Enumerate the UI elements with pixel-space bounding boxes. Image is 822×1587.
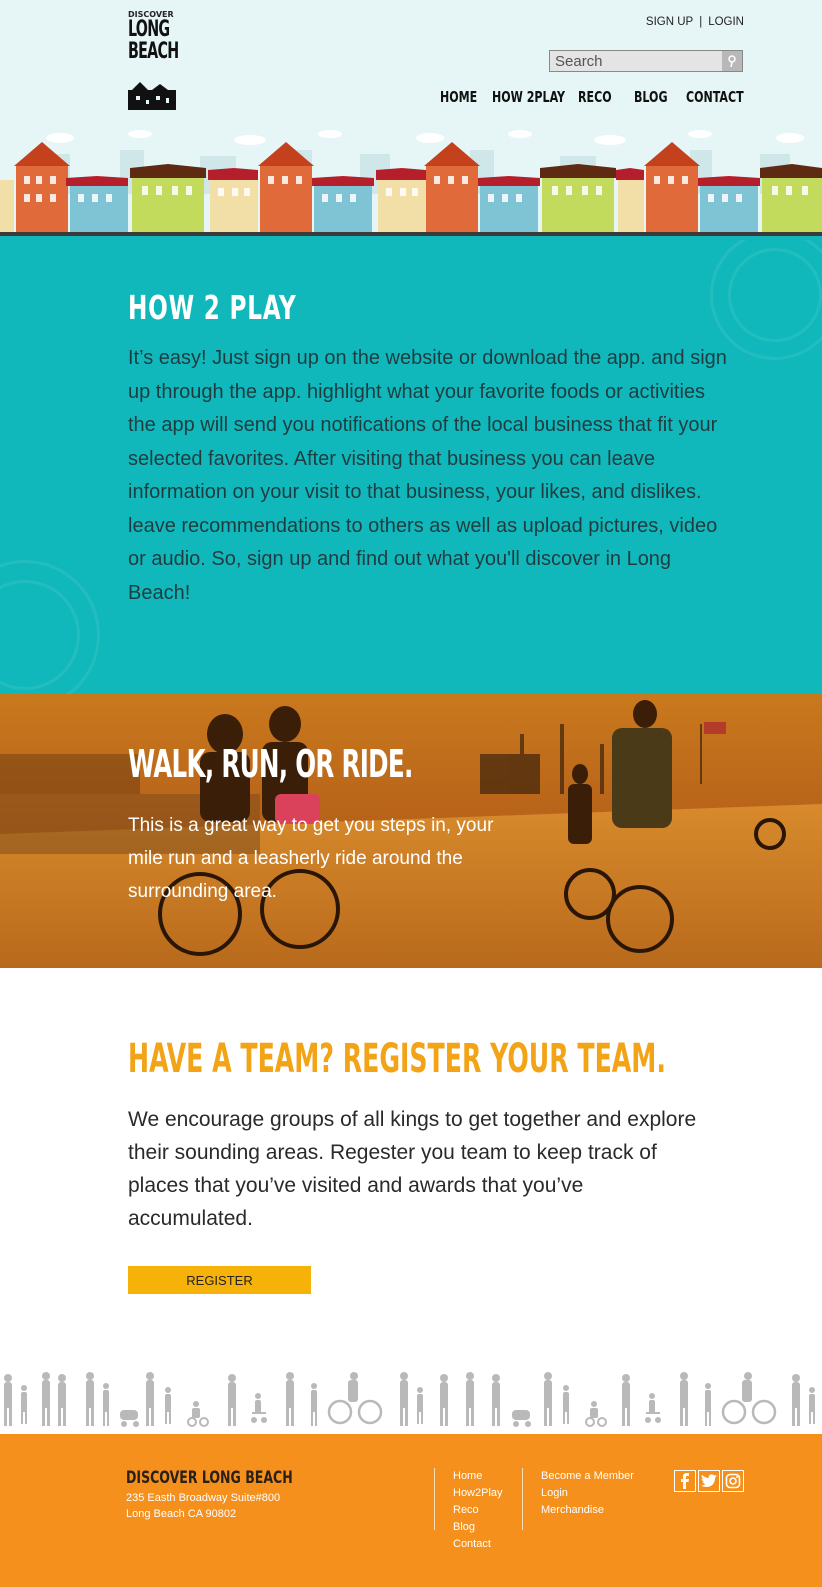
footer-member-links — [541, 1468, 634, 1519]
footer-link-blog[interactable]: Blog — [453, 1521, 476, 1533]
logo-beach-text: BEACH — [128, 39, 179, 64]
register-button[interactable]: REGISTER — [128, 1266, 311, 1294]
nav-reco[interactable]: RECO — [578, 88, 612, 106]
signup-link[interactable]: SIGN UP — [645, 16, 694, 28]
search-box — [549, 50, 743, 72]
login-link[interactable]: LOGIN — [708, 16, 744, 28]
footer-divider — [434, 1468, 435, 1530]
footer-link-contact[interactable]: Contact — [453, 1538, 491, 1550]
footer-link-login[interactable]: Login — [541, 1487, 568, 1499]
footer-nav-links — [453, 1468, 503, 1553]
logo-skyline-icon — [128, 82, 176, 110]
people-silhouettes-illustration — [0, 1368, 822, 1434]
footer-address — [126, 1490, 280, 1522]
footer-link-home[interactable]: Home — [453, 1470, 483, 1482]
footer-address-line2: Long Beach CA 90802 — [126, 1508, 237, 1520]
footer-link-merchandise[interactable]: Merchandise — [541, 1504, 604, 1516]
logo-discover-text: DISCOVER — [128, 10, 174, 19]
team-body: We encourage groups of all kings to get together and explore their sounding areas. Regester you team to keep track of places that you’ve visited and awards that you’ve accumulated. — [128, 1108, 697, 1230]
how2play-section — [0, 240, 822, 694]
footer-address-line1: 235 Easth Broadway Suite#800 — [126, 1492, 281, 1504]
footer-link-reco[interactable]: Reco — [453, 1504, 479, 1516]
how2play-title: HOW 2 PLAY — [128, 288, 297, 327]
decorative-swirl — [728, 248, 822, 342]
site-header — [0, 0, 822, 240]
search-icon — [727, 55, 737, 67]
footer-link-how2play[interactable]: How2Play — [453, 1487, 503, 1499]
footer-divider — [522, 1468, 523, 1530]
auth-separator: | — [699, 16, 703, 28]
instagram-icon[interactable] — [722, 1470, 744, 1492]
ride-body: This is a great way to get you steps in, your mile run and a leasherly ride around the surrounding area. — [128, 815, 494, 902]
site-footer — [0, 1434, 822, 1587]
nav-how2play[interactable]: HOW 2PLAY — [492, 88, 565, 106]
twitter-icon[interactable] — [698, 1470, 720, 1492]
site-logo[interactable] — [128, 10, 179, 108]
social-links — [674, 1470, 744, 1492]
team-title: HAVE A TEAM? REGISTER YOUR TEAM. — [128, 1036, 666, 1082]
search-button[interactable] — [722, 51, 742, 71]
houses-banner-illustration — [0, 120, 822, 240]
auth-links — [646, 16, 744, 28]
how2play-body: It’s easy! Just sign up on the website or download the app. and sign up through the app. highlight what your favorite foods or activities the app will send you notifications of the local business that fit your selected favorites. After visiting that business you can leave information on your visit to that business, your likes, and dislikes. leave recommendations to others as well as upload pictures, video or audio. So, sign up and find out what you'll discover in Long Beach! — [128, 347, 727, 604]
footer-link-become-member[interactable]: Become a Member — [541, 1470, 634, 1482]
walk-run-ride-section — [0, 694, 822, 968]
nav-contact[interactable]: CONTACT — [686, 88, 744, 106]
logo-long-text: LONG — [128, 17, 170, 42]
search-input[interactable] — [550, 51, 722, 71]
team-section — [0, 968, 822, 1368]
nav-home[interactable]: HOME — [440, 88, 478, 106]
facebook-icon[interactable] — [674, 1470, 696, 1492]
ride-title: WALK, RUN, OR RIDE. — [128, 742, 413, 786]
nav-blog[interactable]: BLOG — [634, 88, 668, 106]
footer-brand-title: DISCOVER LONG BEACH — [126, 1468, 293, 1488]
